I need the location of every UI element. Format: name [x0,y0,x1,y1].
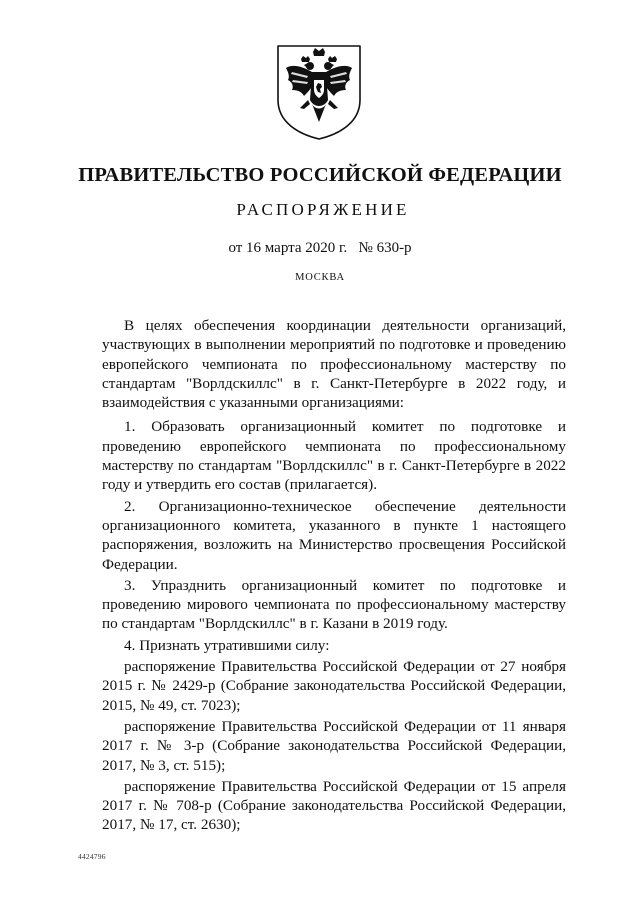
document-body [102,316,566,837]
repealed-order-1: распоряжение Правительства Российской Федерации от 27 ноября 2015 г. № 2429-р (Собрание законодательства Российской Федерации, 2015, № 49, ст. 7023); [102,658,566,714]
government-title: ПРАВИТЕЛЬСТВО РОССИЙСКОЙ ФЕДЕРАЦИИ [78,164,562,186]
coat-of-arms-icon [274,42,364,142]
item-1-paragraph: 1. Образовать организационный комитет по подготовке и проведению европейского чемпионата по профессиональному мастерству по стандартам "Ворлдскиллс" в г. Санкт-Петербурге в 2022 году и утвердить его состав (прилагается). [102,418,566,494]
document-date-number: от 16 марта 2020 г. № 630-р [228,240,412,256]
footer-document-code: 4424796 [78,852,106,861]
document-city: МОСКВА [295,272,345,283]
repealed-order-3: распоряжение Правительства Российской Федерации от 15 апреля 2017 г. № 708-р (Собрание законодательства Российской Федерации, 2017, № 17, ст. 2630); [102,777,566,834]
preamble-paragraph: В целях обеспечения координации деятельности организаций, участвующих в выполнении мероприятий по подготовке и проведению европейского чемпионата по профессиональному мастерству по стандартам "Ворлдскиллс" в г. Санкт-Петербурге в 2022 году, и взаимодействия с указанными организациями: [102,317,566,412]
document-type: РАСПОРЯЖЕНИЕ [236,200,410,219]
item-2-paragraph: 2. Организационно-техническое обеспечение деятельности организационного комитета, указанного в пункте 1 настоящего распоряжения, возложить на Министерство просвещения Российской Федерации. [102,497,566,573]
repealed-order-2: распоряжение Правительства Российской Федерации от 11 января 2017 г. № 3-р (Собрание законодательства Российской Федерации, 2017, № 3, ст. 515); [102,717,566,774]
item-3-paragraph: 3. Упразднить организационный комитет по подготовке и проведению мирового чемпионата по профессиональному мастерству по стандартам "Ворлдскиллс" в г. Казани в 2019 году. [102,576,566,633]
item-4-paragraph: 4. Признать утратившими силу: [124,636,330,654]
